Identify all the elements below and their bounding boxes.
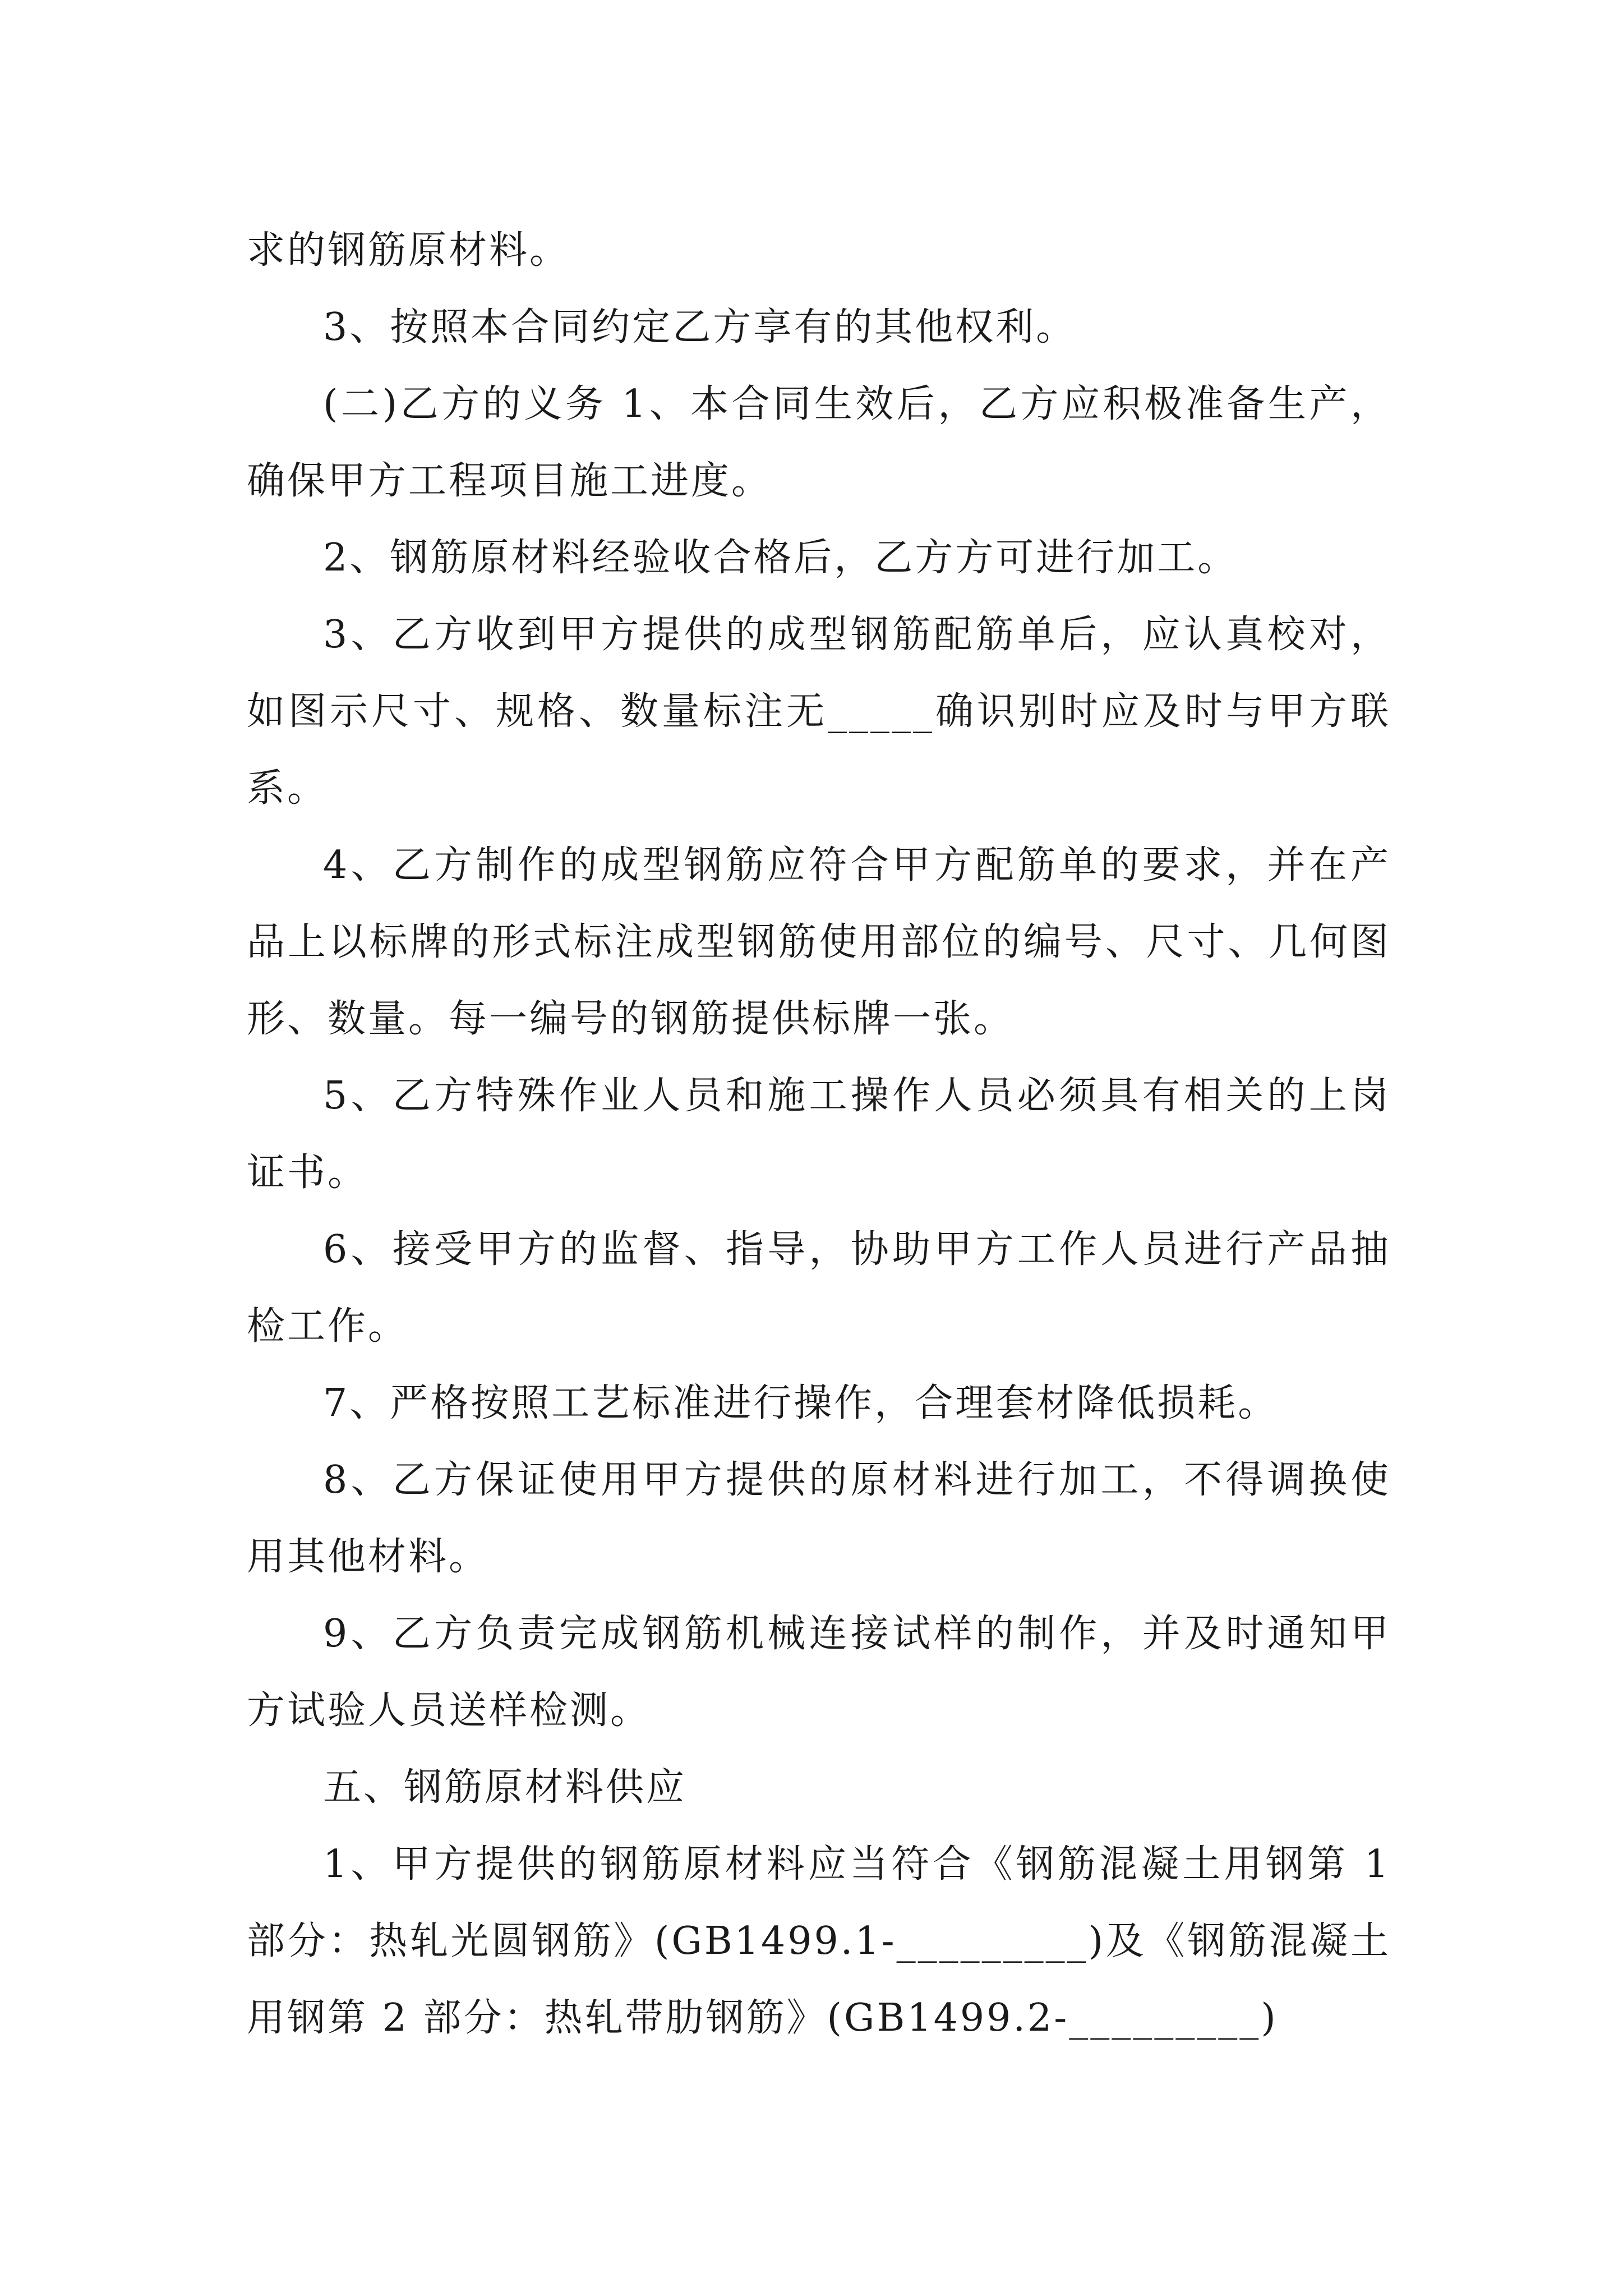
paragraph-2: 3、按照本合同约定乙方享有的其他权利。 xyxy=(323,305,1077,349)
paragraph-9: 7、严格按照工艺标准进行操作，合理套材降低损耗。 xyxy=(323,1381,1279,1425)
paragraph-10: 8、乙方保证使用甲方提供的原材料进行加工，不得调换使用其他材料。 xyxy=(247,1458,1391,1579)
paragraph-6: 4、乙方制作的成型钢筋应符合甲方配筋单的要求，并在产品上以标牌的形式标注成型钢筋使用部位的编号、尺寸、几何图形、数量。每一编号的钢筋提供标牌一张。 xyxy=(247,843,1391,1041)
document-body xyxy=(247,212,1391,2056)
section-heading: 五、钢筋原材料供应 xyxy=(323,1765,687,1810)
paragraph-5: 3、乙方收到甲方提供的成型钢筋配筋单后，应认真校对，如图示尺寸、规格、数量标注无_____确识别时应及时与甲方联系。 xyxy=(247,613,1391,811)
paragraph-7: 5、乙方特殊作业人员和施工操作人员必须具有相关的上岗证书。 xyxy=(247,1074,1391,1195)
paragraph-1: 求的钢筋原材料。 xyxy=(247,228,570,273)
paragraph-8: 6、接受甲方的监督、指导，协助甲方工作人员进行产品抽检工作。 xyxy=(247,1227,1391,1349)
paragraph-3: (二)乙方的义务 1、本合同生效后，乙方应积极准备生产，确保甲方工程项目施工进度。 xyxy=(247,382,1391,503)
paragraph-11: 9、乙方负责完成钢筋机械连接试样的制作，并及时通知甲方试验人员送样检测。 xyxy=(247,1612,1391,1733)
paragraph-13: 1、甲方提供的钢筋原材料应当符合《钢筋混凝土用钢第 1 部分：热轧光圆钢筋》(GB1499.1-_________)及《钢筋混凝土用钢第 2 部分：热轧带肋钢筋》(GB1499.2-_________) xyxy=(247,1842,1391,2040)
paragraph-4: 2、钢筋原材料经验收合格后，乙方方可进行加工。 xyxy=(323,536,1238,580)
